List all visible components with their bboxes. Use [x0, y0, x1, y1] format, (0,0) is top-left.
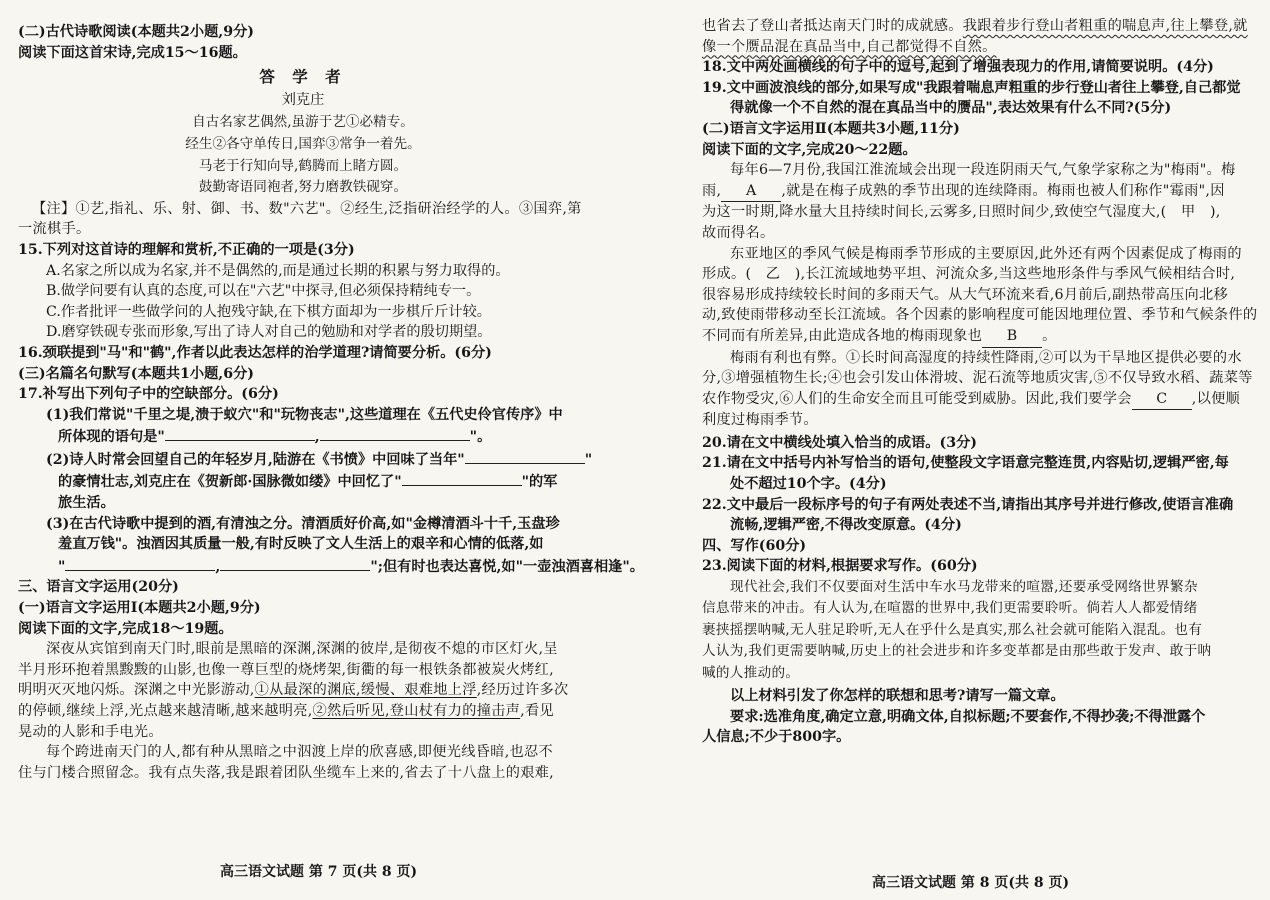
- passage-line: 东亚地区的季风气候是梅雨季节形成的主要原因,此外还有两个因素促成了梅雨的: [730, 245, 1242, 262]
- section-language-2-title: (二)语言文字运用Ⅱ(本题共3小题,11分): [702, 120, 960, 137]
- q17-part-3-answer: " , ";但有时也表达喜悦,如"一壶浊酒喜相逢"。: [18, 555, 588, 578]
- option-c: C.作者批评一些做学问的人抱残守缺,在下棋方面却为一步棋斤斤计较。: [46, 303, 491, 320]
- poem-line: 马老于行知向导,鹤腾而上睹方圆。: [198, 157, 408, 174]
- part-3-sub-1: (一)语言文字运用Ⅰ(本题共2小题,9分): [18, 600, 261, 617]
- passage-line: [702, 37, 1258, 58]
- section-language-2-intro: 阅读下面的文字,完成20～22题。: [702, 141, 917, 158]
- passage-line: 深夜从宾馆到南天门时,眼前是黑暗的深渊,深渊的彼岸,是彻夜不熄的市区灯火,呈: [46, 641, 558, 658]
- answer-blank[interactable]: [220, 555, 370, 571]
- section-dictation-title: (三)名篇名句默写(本题共1小题,6分): [18, 365, 254, 382]
- q17-part-2: (2)诗人时常会回望自己的年轻岁月,陆游在《书愤》中回味了当年" ": [18, 448, 588, 471]
- part-3-title: 三、语言文字运用(20分): [18, 579, 179, 596]
- answer-blank[interactable]: [320, 425, 470, 441]
- poem-note: 【注】①艺,指礼、乐、射、御、书、数"六艺"。②经生,泛指研治经学的人。③国弈,第: [32, 200, 582, 217]
- question-21-cont: 处不超过10个字。(4分): [730, 476, 887, 493]
- question-22: 22.文中最后一段标序号的句子有两处表述不当,请指出其序号并进行修改,使语言准确: [702, 496, 1234, 513]
- q17-part-2-end: 旅生活。: [58, 495, 115, 512]
- option-b: B.做学问要有认真的态度,可以在"六艺"中探寻,但必须保持精纯专一。: [46, 283, 481, 300]
- material-line: 现代社会,我们不仅要面对生活中车水马龙带来的喧嚣,还要承受网络世界繁杂: [730, 579, 1198, 596]
- poem-body: [18, 112, 588, 198]
- q17-part-3-cont: 羞直万钱"。浊酒因其质量一般,有时反映了文人生活上的艰辛和心情的低落,如: [58, 536, 544, 553]
- passage-line: 形成。( 乙 ),长江流域地势平坦、河流众多,当这些地形条件与季风气候相结合时,: [702, 266, 1236, 283]
- part-4-title: 四、写作(60分): [702, 537, 807, 554]
- page-8: [702, 16, 1258, 748]
- part-3-intro: 阅读下面的文字,完成18～19题。: [18, 620, 233, 637]
- poem-title: 答 学 者: [259, 67, 347, 87]
- passage-line: 明明灭灭地闪烁。深渊之中光影游动,①从最深的渊底,缓慢、艰难地上浮,经历过许多次: [18, 682, 569, 699]
- question-23: 23.阅读下面的材料,根据要求写作。(60分): [702, 558, 978, 575]
- q17-part-1: (1)我们常说"千里之堤,溃于蚁穴"和"玩物丧志",这些道理在《五代史伶官传序》中: [46, 406, 563, 423]
- answer-blank[interactable]: [165, 425, 315, 441]
- q17-part-2-cont: 的豪情壮志,刘克庄在《贺新郎·国脉微如缕》中回忆了" "的军: [18, 470, 588, 493]
- poem-line: 经生②各守单传日,国弈③常争一着先。: [185, 135, 421, 152]
- passage-line: 利度过梅雨季节。: [702, 412, 818, 429]
- question-18: 18.文中两处画横线的句子中的逗号,起到了增强表现力的作用,请简要说明。(4分): [702, 59, 1214, 76]
- writing-prompt: 以上材料引发了你怎样的联想和思考?请写一篇文章。: [730, 688, 1065, 705]
- question-16: 16.颈联提到"马"和"鹤",作者以此表达怎样的治学道理?请简要分析。(6分): [18, 344, 492, 361]
- passage-line: 为这一时期,降水量大且持续时间长,云雾多,日照时间少,致使空气湿度大,( 甲 ),: [702, 204, 1221, 221]
- material-line: 信息带来的冲击。有人认为,在喧嚣的世界中,我们更需要聆听。倘若人人都爱情绪: [702, 600, 1198, 617]
- question-22-cont: 流畅,逻辑严密,不得改变原意。(4分): [730, 517, 962, 534]
- section-poetry-intro: 阅读下面这首宋诗,完成15～16题。: [18, 44, 247, 61]
- passage-line: 不同而有所差异,由此造成各地的梅雨现象也 B 。: [702, 326, 1258, 348]
- passage-line: 半月形环抱着黑黢黢的山影,也像一尊巨型的烧烤架,街衢的每一根铁条都被炭火烤红,: [18, 661, 554, 678]
- question-15: 15.下列对这首诗的理解和赏析,不正确的一项是(3分): [18, 241, 355, 258]
- passage-line: 农作物受灾,⑥人们的生命安全而且可能受到威胁。因此,我们要学会 C ,以便顺: [702, 389, 1258, 411]
- answer-blank[interactable]: [465, 448, 585, 464]
- question-20: 20.请在文中横线处填入恰当的成语。(3分): [702, 434, 977, 451]
- passage-line: 雨, A ,就是在梅子成熟的季节出现的连续降雨。梅雨也被人们称作"霉雨",因: [702, 181, 1258, 203]
- section-poetry-title: (二)古代诗歌阅读(本题共2小题,9分): [18, 24, 254, 40]
- passage-line: 动,致使雨带移动至长江流域。各个因素的影响程度可能因地理位置、季节和气候条件的: [702, 307, 1258, 324]
- passage-line: 每年6—7月份,我国江淮流域会出现一段连阴雨天气,气象学家称之为"梅雨"。梅: [730, 162, 1236, 179]
- passage-line: 故而得名。: [702, 224, 775, 241]
- answer-blank[interactable]: [65, 555, 215, 571]
- passage-line: 很容易形成持续较长时间的多雨天气。从大气环流来看,6月前后,副热带高压向北移: [702, 286, 1229, 303]
- option-a: A.名家之所以成为名家,并不是偶然的,而是通过长期的积累与努力取得的。: [46, 262, 510, 279]
- material-line: 人认为,我们更需要呐喊,历史上的社会进步和许多变革都是由那些敢于发声、敢于呐: [702, 643, 1212, 660]
- blank-a[interactable]: A: [721, 181, 781, 203]
- q17-part-1-answer: 所体现的语句是" , "。: [18, 425, 588, 448]
- writing-material: [702, 577, 1258, 684]
- underlined-sentence-1: ①从最深的渊底,缓慢、艰难地上浮: [254, 682, 477, 699]
- poem-note-cont: 一流棋手。: [18, 221, 91, 238]
- passage-line: 也省去了登山者抵达南天门时的成就感。我跟着步行登山者粗重的喘息声,往上攀登,就: [702, 18, 1248, 34]
- passage-line: 的停顿,继续上浮,光点越来越清晰,越来越明亮,②然后听见,登山杖有力的撞击声,看见: [18, 703, 554, 719]
- wavy-underlined-sentence: 我跟着步行登山者粗重的喘息声,往上攀登,就: [962, 18, 1248, 34]
- question-21: 21.请在文中括号内补写恰当的语句,使整段文字语意完整连贯,内容贴切,逻辑严密,每: [702, 455, 1229, 472]
- underlined-sentence-2: ②然后听见,登山杖有力的撞击声: [312, 703, 521, 719]
- page-8-footer: 高三语文试题 第 8 页(共 8 页): [872, 875, 1070, 891]
- poem-line: 自古名家艺偶然,虽游于艺①必精专。: [192, 114, 414, 131]
- passage-line: 分,③增强植物生长;④也会引发山体滑坡、泥石流等地质灾害,⑤不仅导致水稻、蔬菜等: [702, 370, 1253, 387]
- question-19-cont: 得就像一个不自然的混在真品当中的赝品",表达效果有什么不同?(5分): [730, 100, 1172, 117]
- passage-line: 晃动的人影和手电光。: [18, 723, 163, 740]
- passage-line: 梅雨有利也有弊。①长时间高湿度的持续性降雨,②可以为干旱地区提供必要的水: [730, 349, 1242, 366]
- blank-b[interactable]: B: [982, 326, 1042, 348]
- passage-line: 住与门楼合照留念。我有点失落,我是跟着团队坐缆车上来的,省去了十八盘上的艰难,: [18, 764, 554, 781]
- writing-requirements-cont: 人信息;不少于800字。: [702, 729, 851, 746]
- option-d: D.磨穿铁砚专张而形象,写出了诗人对自己的勉励和对学者的殷切期望。: [46, 324, 492, 341]
- blank-c[interactable]: C: [1132, 389, 1192, 411]
- material-line: 裹挟摇摆呐喊,无人驻足聆听,无人在乎什么是真实,那么社会就可能陷入混乱。也有: [702, 621, 1203, 638]
- q17-part-3: (3)在古代诗歌中提到的酒,有清浊之分。清酒质好价高,如"金樽清酒斗十千,玉盘珍: [46, 515, 560, 532]
- writing-requirements: 要求:选准角度,确定立意,明确文体,自拟标题;不要套作,不得抄袭;不得泄露个: [730, 708, 1206, 725]
- passage-line: 每个跨进南天门的人,都有种从黑暗之中泅渡上岸的欣喜感,即便光线昏暗,也忍不: [46, 744, 554, 761]
- question-19: 19.文中画波浪线的部分,如果写成"我跟着喘息声粗重的步行登山者往上攀登,自己都觉: [702, 79, 1241, 96]
- material-line: 喊的人推动的。: [702, 664, 800, 681]
- question-17: 17.补写出下列句子中的空缺部分。(6分): [18, 386, 279, 403]
- poem-line: 鼓勤寄语同袍者,努力磨教铁砚穿。: [198, 179, 408, 196]
- wavy-underlined-sentence-cont: 像一个赝品混在真品当中,自己都觉得不自然。: [702, 38, 997, 55]
- answer-blank[interactable]: [402, 470, 522, 486]
- poem-author: 刘克庄: [281, 91, 325, 108]
- page-7: [18, 22, 644, 783]
- page-7-footer: 高三语文试题 第 7 页(共 8 页): [220, 864, 418, 880]
